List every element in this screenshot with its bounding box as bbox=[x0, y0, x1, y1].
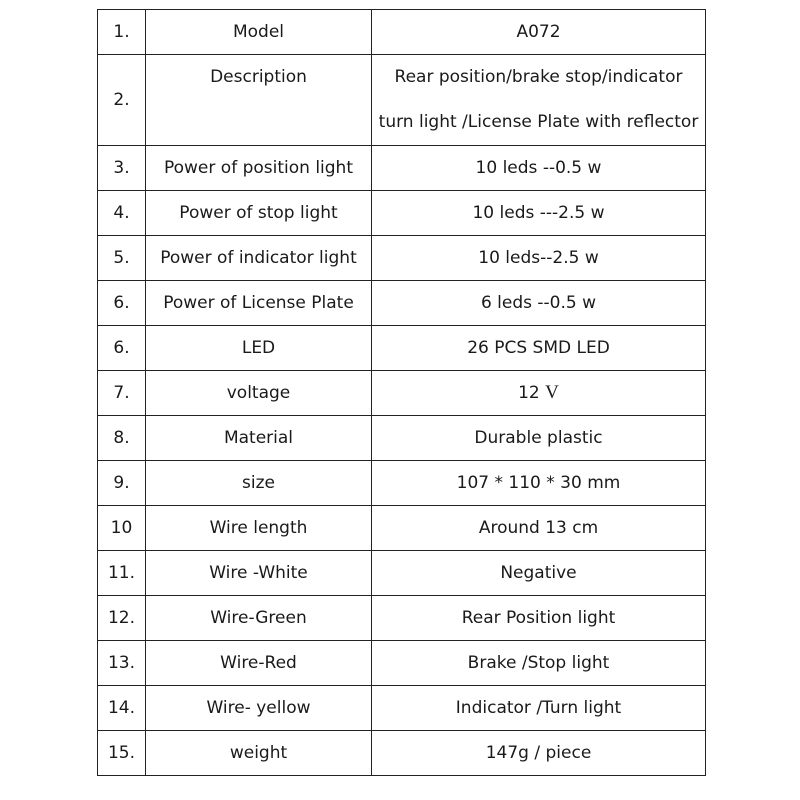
row-number: 2. bbox=[98, 55, 146, 146]
row-number: 1. bbox=[98, 10, 146, 55]
table-row bbox=[98, 416, 706, 461]
spec-name: Wire -White bbox=[146, 551, 372, 596]
spec-name: Model bbox=[146, 10, 372, 55]
table-row bbox=[98, 55, 706, 146]
spec-name: Wire-Green bbox=[146, 596, 372, 641]
table-row bbox=[98, 326, 706, 371]
spec-value: 147g / piece bbox=[372, 731, 706, 776]
spec-value: 26 PCS SMD LED bbox=[372, 326, 706, 371]
table-row bbox=[98, 281, 706, 326]
spec-value: Durable plastic bbox=[372, 416, 706, 461]
spec-name: Power of indicator light bbox=[146, 236, 372, 281]
spec-name: Power of stop light bbox=[146, 191, 372, 236]
table-row bbox=[98, 236, 706, 281]
table-row bbox=[98, 731, 706, 776]
table-row bbox=[98, 461, 706, 506]
spec-value: 6 leds --0.5 w bbox=[372, 281, 706, 326]
spec-name: Wire- yellow bbox=[146, 686, 372, 731]
spec-name: LED bbox=[146, 326, 372, 371]
spec-value: Negative bbox=[372, 551, 706, 596]
row-number: 6. bbox=[98, 326, 146, 371]
row-number: 13. bbox=[98, 641, 146, 686]
spec-name: size bbox=[146, 461, 372, 506]
spec-value: Rear position/brake stop/indicator turn light /License Plate with reflector bbox=[372, 55, 706, 146]
spec-value: 10 leds--2.5 w bbox=[372, 236, 706, 281]
voltage-unit: V bbox=[545, 382, 559, 403]
table-row bbox=[98, 191, 706, 236]
spec-value: 107 * 110 * 30 mm bbox=[372, 461, 706, 506]
spec-name: weight bbox=[146, 731, 372, 776]
spec-value: 10 leds ---2.5 w bbox=[372, 191, 706, 236]
row-number: 14. bbox=[98, 686, 146, 731]
row-number: 11. bbox=[98, 551, 146, 596]
row-number: 4. bbox=[98, 191, 146, 236]
row-number: 9. bbox=[98, 461, 146, 506]
spec-value: Around 13 cm bbox=[372, 506, 706, 551]
row-number: 8. bbox=[98, 416, 146, 461]
spec-value: Indicator /Turn light bbox=[372, 686, 706, 731]
spec-table bbox=[97, 9, 706, 776]
spec-value: Rear Position light bbox=[372, 596, 706, 641]
spec-name: Wire-Red bbox=[146, 641, 372, 686]
spec-value: Brake /Stop light bbox=[372, 641, 706, 686]
row-number: 15. bbox=[98, 731, 146, 776]
table-row bbox=[98, 10, 706, 55]
table-row bbox=[98, 146, 706, 191]
row-number: 7. bbox=[98, 371, 146, 416]
voltage-number: 12 bbox=[518, 383, 540, 403]
spec-name: Power of License Plate bbox=[146, 281, 372, 326]
row-number: 5. bbox=[98, 236, 146, 281]
spec-name: Material bbox=[146, 416, 372, 461]
table-row bbox=[98, 596, 706, 641]
spec-value: 10 leds --0.5 w bbox=[372, 146, 706, 191]
table-row bbox=[98, 551, 706, 596]
spec-name: voltage bbox=[146, 371, 372, 416]
table-row bbox=[98, 371, 706, 416]
spec-value: A072 bbox=[372, 10, 706, 55]
row-number: 10 bbox=[98, 506, 146, 551]
spec-value bbox=[372, 371, 706, 416]
spec-name: Power of position light bbox=[146, 146, 372, 191]
table-row bbox=[98, 641, 706, 686]
row-number: 12. bbox=[98, 596, 146, 641]
spec-name: Description bbox=[146, 55, 372, 146]
row-number: 6. bbox=[98, 281, 146, 326]
table-row bbox=[98, 686, 706, 731]
table-row bbox=[98, 506, 706, 551]
spec-name: Wire length bbox=[146, 506, 372, 551]
row-number: 3. bbox=[98, 146, 146, 191]
